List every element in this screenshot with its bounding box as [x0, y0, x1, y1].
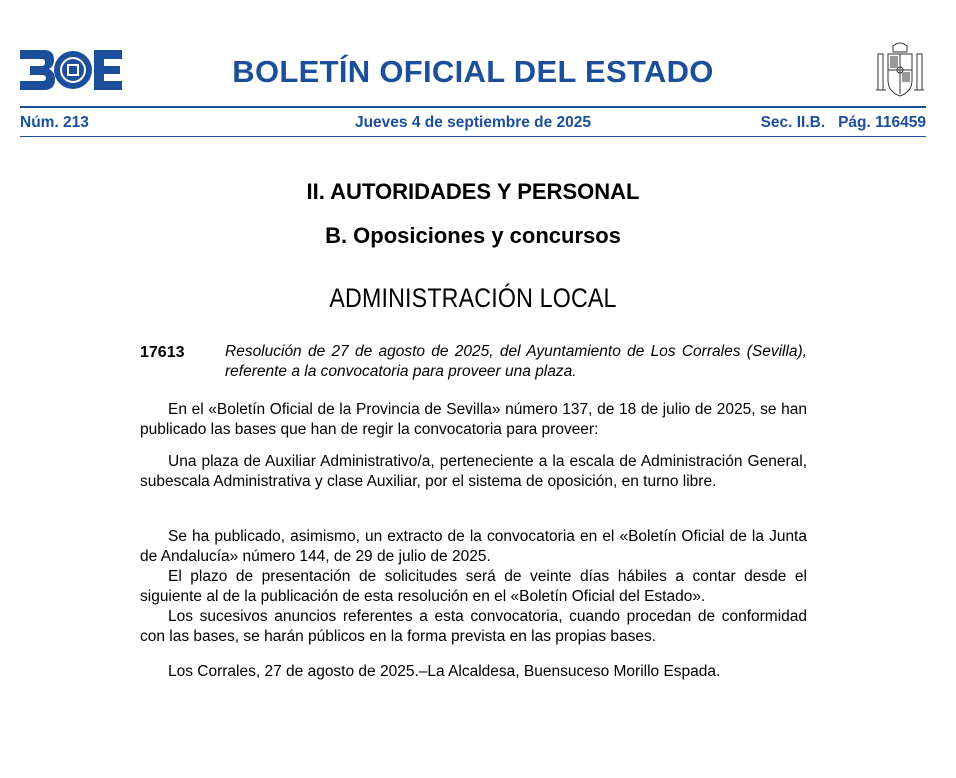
paragraph-text: El plazo de presentación de solicitudes será de veinte días hábiles a contar desde el siguiente al de la publicación de esta resolución en el «Boletín Oficial del Estado». — [140, 568, 807, 605]
paragraph-text: Se ha publicado, asimismo, un extracto de la convocatoria en el «Boletín Oficial de la Junta de Andalucía» número 144, de 29 de julio de 2025. — [140, 528, 807, 565]
section-subtitle: B. Oposiciones y concursos — [325, 223, 621, 248]
newspaper-title: BOLETÍN OFICIAL DEL ESTADO — [232, 54, 714, 89]
entry-title: Resolución de 27 de agosto de 2025, del Ayuntamiento de Los Corrales (Sevilla), referente a la convocatoria para proveer una plaza. — [225, 343, 807, 380]
issue-number: Núm. 213 — [20, 114, 89, 131]
issue-date: Jueves 4 de septiembre de 2025 — [354, 114, 592, 131]
body-paragraph-3 — [140, 527, 807, 647]
body-paragraph-2 — [140, 452, 807, 492]
body-paragraph-1 — [140, 400, 807, 440]
entry-number: 17613 — [140, 344, 185, 361]
paragraph-text: En el «Boletín Oficial de la Provincia de Sevilla» número 137, de 18 de julio de 2025, se han publicado las bases que han de regir la convocatoria para proveer: — [140, 401, 807, 438]
info-rule — [20, 136, 926, 137]
page-header — [20, 40, 926, 100]
paragraph-text: Los Corrales, 27 de agosto de 2025.–La Alcaldesa, Buensuceso Morillo Espada. — [168, 663, 721, 680]
administration-heading: ADMINISTRACIÓN LOCAL — [329, 283, 617, 313]
signature-paragraph — [140, 662, 807, 682]
header-rule — [20, 106, 926, 108]
section-title: II. AUTORIDADES Y PERSONAL — [306, 179, 640, 204]
coat-of-arms-icon — [874, 40, 926, 100]
paragraph-text: Los sucesivos anuncios referentes a esta convocatoria, cuando procedan de conformidad con las bases, se harán públicos en la forma prevista en las propias bases. — [140, 608, 807, 645]
paragraph-text: Una plaza de Auxiliar Administrativo/a, perteneciente a la escala de Administración General, subescala Administrativa y clase Auxiliar, por el sistema de oposición, en turno libre. — [140, 453, 807, 490]
section-page: Sec. II.B. Pág. 116459 — [760, 114, 926, 131]
info-bar — [20, 114, 926, 134]
